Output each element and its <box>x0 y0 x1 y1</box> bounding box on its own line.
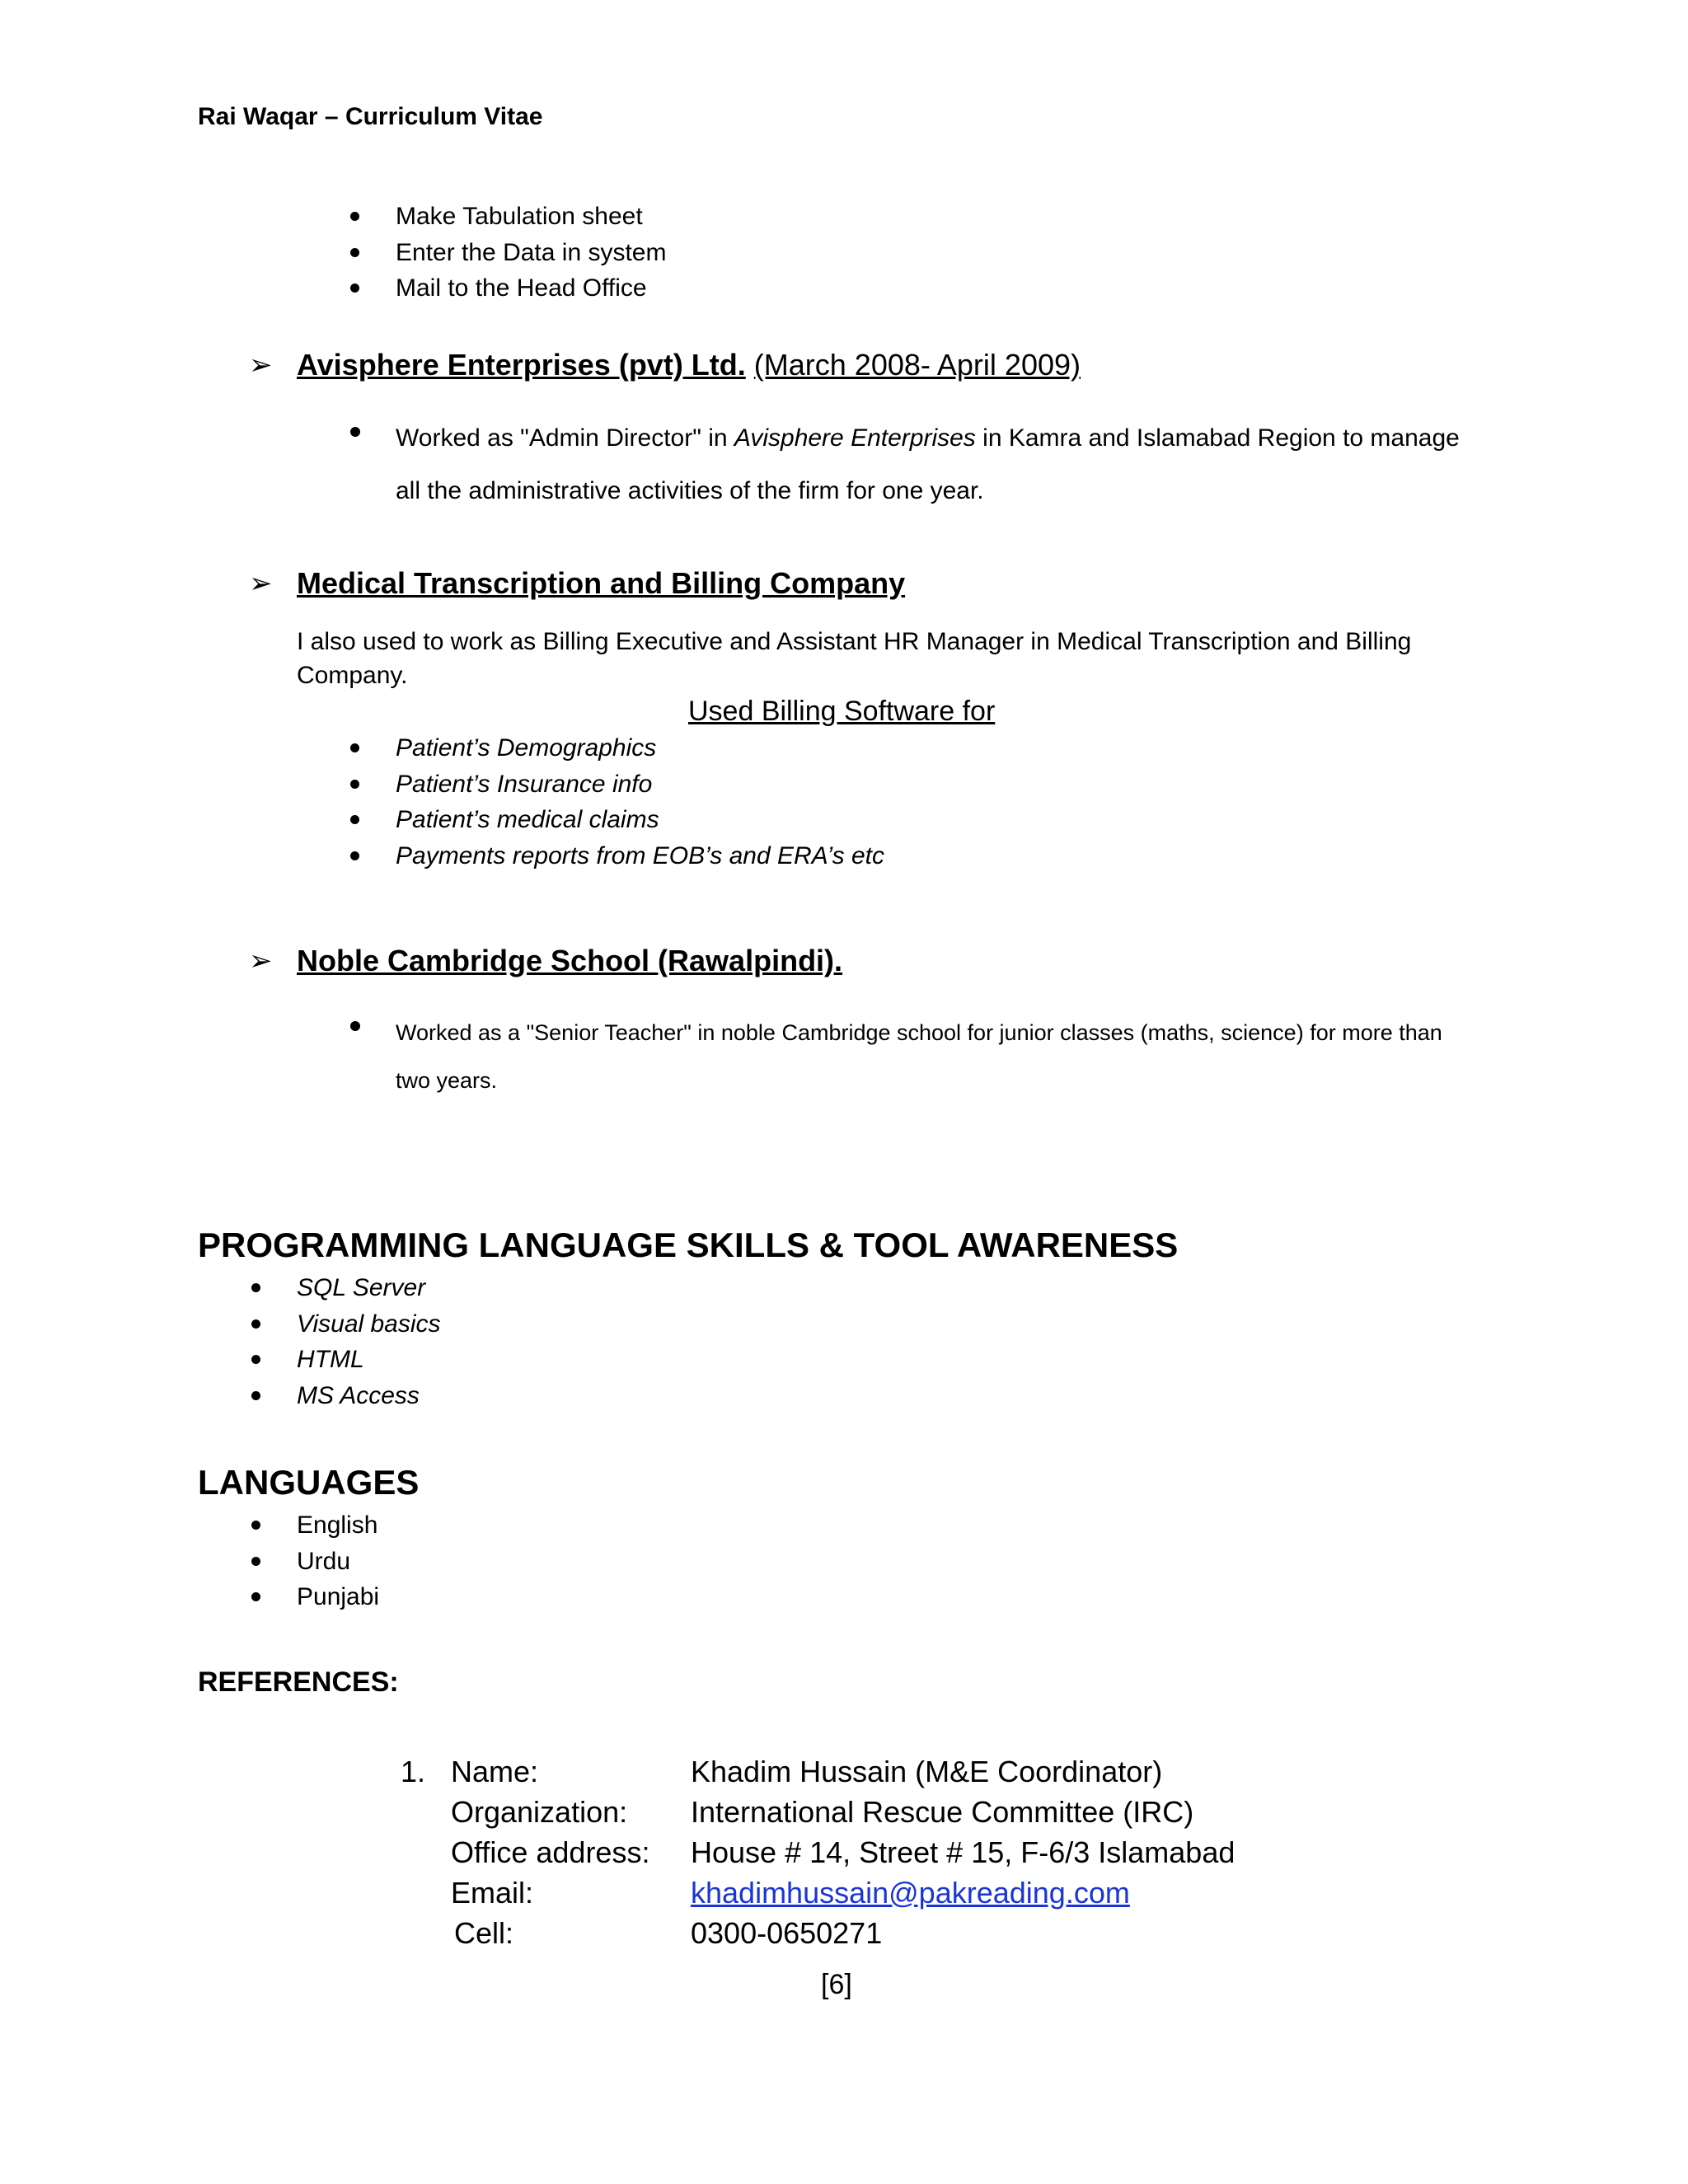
bullet-icon <box>350 780 359 789</box>
reference-cell-label: Cell: <box>454 1916 514 1950</box>
list-item: MS Access <box>297 1378 441 1414</box>
list-item: Enter the Data in system <box>396 235 666 271</box>
avisphere-bullet <box>396 412 1460 518</box>
bullet-icon <box>251 1592 260 1601</box>
references-heading: REFERENCES: <box>198 1666 399 1698</box>
reference-number: 1. <box>401 1755 426 1788</box>
section-avisphere-heading <box>249 344 1081 386</box>
reference-name-label: Name: <box>451 1755 539 1788</box>
section-medical-heading <box>249 563 906 604</box>
bullet-icon <box>350 212 359 221</box>
list-item: Patient’s medical claims <box>396 802 884 838</box>
arrow-bullet-icon: ➢ <box>249 349 273 381</box>
arrow-bullet-icon: ➢ <box>249 568 273 599</box>
list-item: HTML <box>297 1342 441 1378</box>
reference-name-value: Khadim Hussain (M&E Coordinator) <box>691 1755 1163 1788</box>
reference-address-value: House # 14, Street # 15, F-6/3 Islamabad <box>691 1835 1236 1869</box>
reference-email-link[interactable]: khadimhussain@pakreading.com <box>691 1876 1130 1910</box>
reference-address-label: Office address: <box>451 1835 650 1869</box>
medical-bullet-list <box>396 730 884 874</box>
medical-paragraph: I also used to work as Billing Executive and Assistant HR Manager in Medical Transcription and Billing Company. <box>297 628 1412 689</box>
noble-bullet: Worked as a "Senior Teacher" in noble Cambridge school for junior classes (maths, science) for more than two years. <box>396 1009 1442 1104</box>
company-name: Avisphere Enterprises (pvt) Ltd. <box>297 348 746 382</box>
bullet-icon <box>251 1319 260 1329</box>
bullet-icon <box>350 248 359 257</box>
bullet-icon <box>251 1355 260 1364</box>
bullet-icon <box>350 743 359 752</box>
languages-list <box>297 1507 379 1615</box>
bullet-icon <box>251 1391 260 1400</box>
reference-cell-value: 0300-0650271 <box>691 1916 883 1950</box>
list-item: English <box>297 1507 379 1544</box>
intro-bullet-list <box>396 199 666 307</box>
list-item: Payments reports from EOB’s and ERA’s etc <box>396 838 884 874</box>
languages-heading: LANGUAGES <box>198 1463 420 1502</box>
bullet-icon <box>350 815 359 824</box>
avisphere-bullet-line2: all the administrative activities of the firm for one year. <box>396 477 984 504</box>
list-item: SQL Server <box>297 1270 441 1306</box>
list-item: Patient’s Insurance info <box>396 766 884 803</box>
list-item: Mail to the Head Office <box>396 270 666 307</box>
list-item: Make Tabulation sheet <box>396 199 666 235</box>
bullet-icon <box>251 1521 260 1530</box>
bullet-icon <box>350 427 360 437</box>
avisphere-bullet-line1: Worked as "Admin Director" in Avisphere Enterprises in Kamra and Islamabad Region to manage <box>396 424 1460 452</box>
company-name: Medical Transcription and Billing Company <box>297 566 906 600</box>
section-noble-heading <box>249 940 843 982</box>
list-item: Patient’s Demographics <box>396 730 884 766</box>
bullet-icon <box>350 1021 360 1031</box>
list-item: Punjabi <box>297 1579 379 1615</box>
programming-skills-heading: PROGRAMMING LANGUAGE SKILLS & TOOL AWARENESS <box>198 1226 1179 1264</box>
bullet-icon <box>350 284 359 293</box>
list-item: Urdu <box>297 1544 379 1580</box>
bullet-icon <box>350 851 359 860</box>
page-number: [6] <box>821 1969 852 2000</box>
employment-dates: (March 2008- April 2009) <box>753 348 1081 382</box>
reference-organization-value: International Rescue Committee (IRC) <box>691 1795 1194 1829</box>
document-header-title: Rai Waqar – Curriculum Vitae <box>198 103 543 130</box>
bullet-icon <box>251 1557 260 1566</box>
programming-skills-list <box>297 1270 441 1413</box>
arrow-bullet-icon: ➢ <box>249 945 273 977</box>
list-item: Visual basics <box>297 1306 441 1343</box>
medical-subheading: Used Billing Software for <box>688 696 996 727</box>
reference-email-label: Email: <box>451 1876 534 1910</box>
bullet-icon <box>251 1283 260 1292</box>
reference-organization-label: Organization: <box>451 1795 628 1829</box>
school-name: Noble Cambridge School (Rawalpindi). <box>297 944 843 977</box>
